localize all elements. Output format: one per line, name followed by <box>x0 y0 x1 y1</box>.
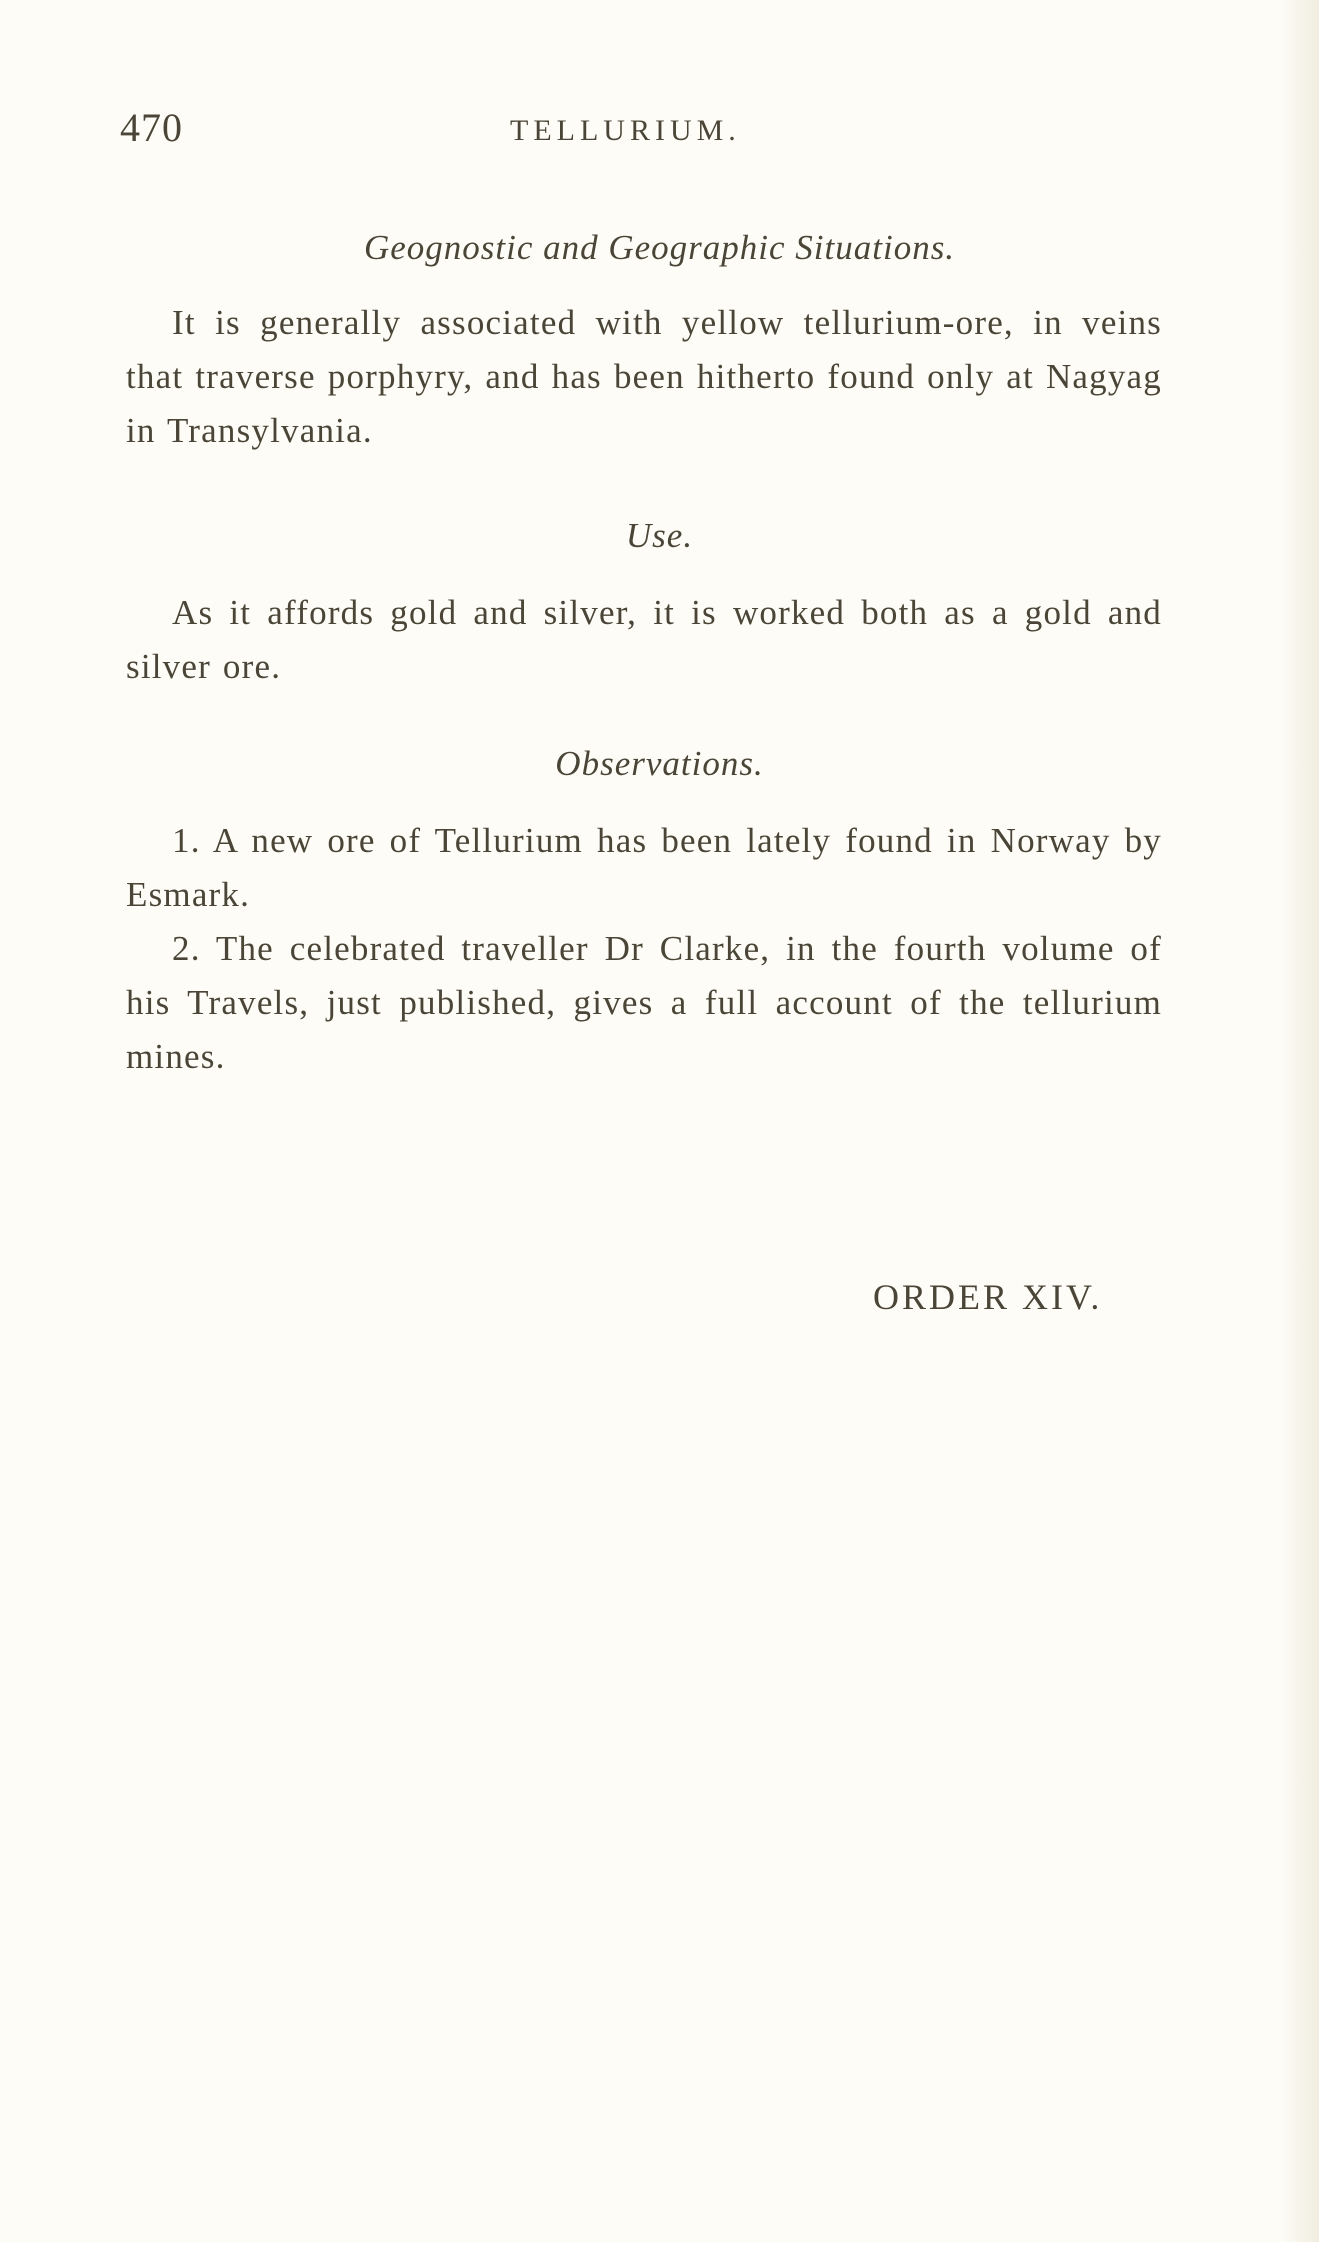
situations-text: It is generally associated with yellow tellurium-ore, in veins that traverse porphyry, and has been hitherto found only at Nagyag in Transylvania. <box>126 303 1162 450</box>
catchword: ORDER XIV. <box>873 1277 1103 1317</box>
observation-item-2: 2. The celebrated traveller Dr Clarke, in the fourth volume of his Travels, just published, gives a full account of the tellurium mines. <box>126 929 1162 1076</box>
observations-list <box>126 814 1162 1084</box>
use-paragraph <box>126 586 1162 694</box>
observation-item-1: 1. A new ore of Tellurium has been lately found in Norway by Esmark. <box>126 821 1162 914</box>
running-head <box>120 104 1160 154</box>
page-edge-shade <box>1281 0 1319 2242</box>
situations-paragraph <box>126 296 1162 458</box>
situations-heading: Geognostic and Geographic Situations. <box>363 228 956 267</box>
use-heading: Use. <box>625 516 694 555</box>
running-title: TELLURIUM. <box>510 114 741 147</box>
use-text: As it affords gold and silver, it is worked both as a gold and silver ore. <box>126 593 1162 686</box>
observations-heading: Observations. <box>555 744 764 783</box>
page-number: 470 <box>120 105 183 150</box>
